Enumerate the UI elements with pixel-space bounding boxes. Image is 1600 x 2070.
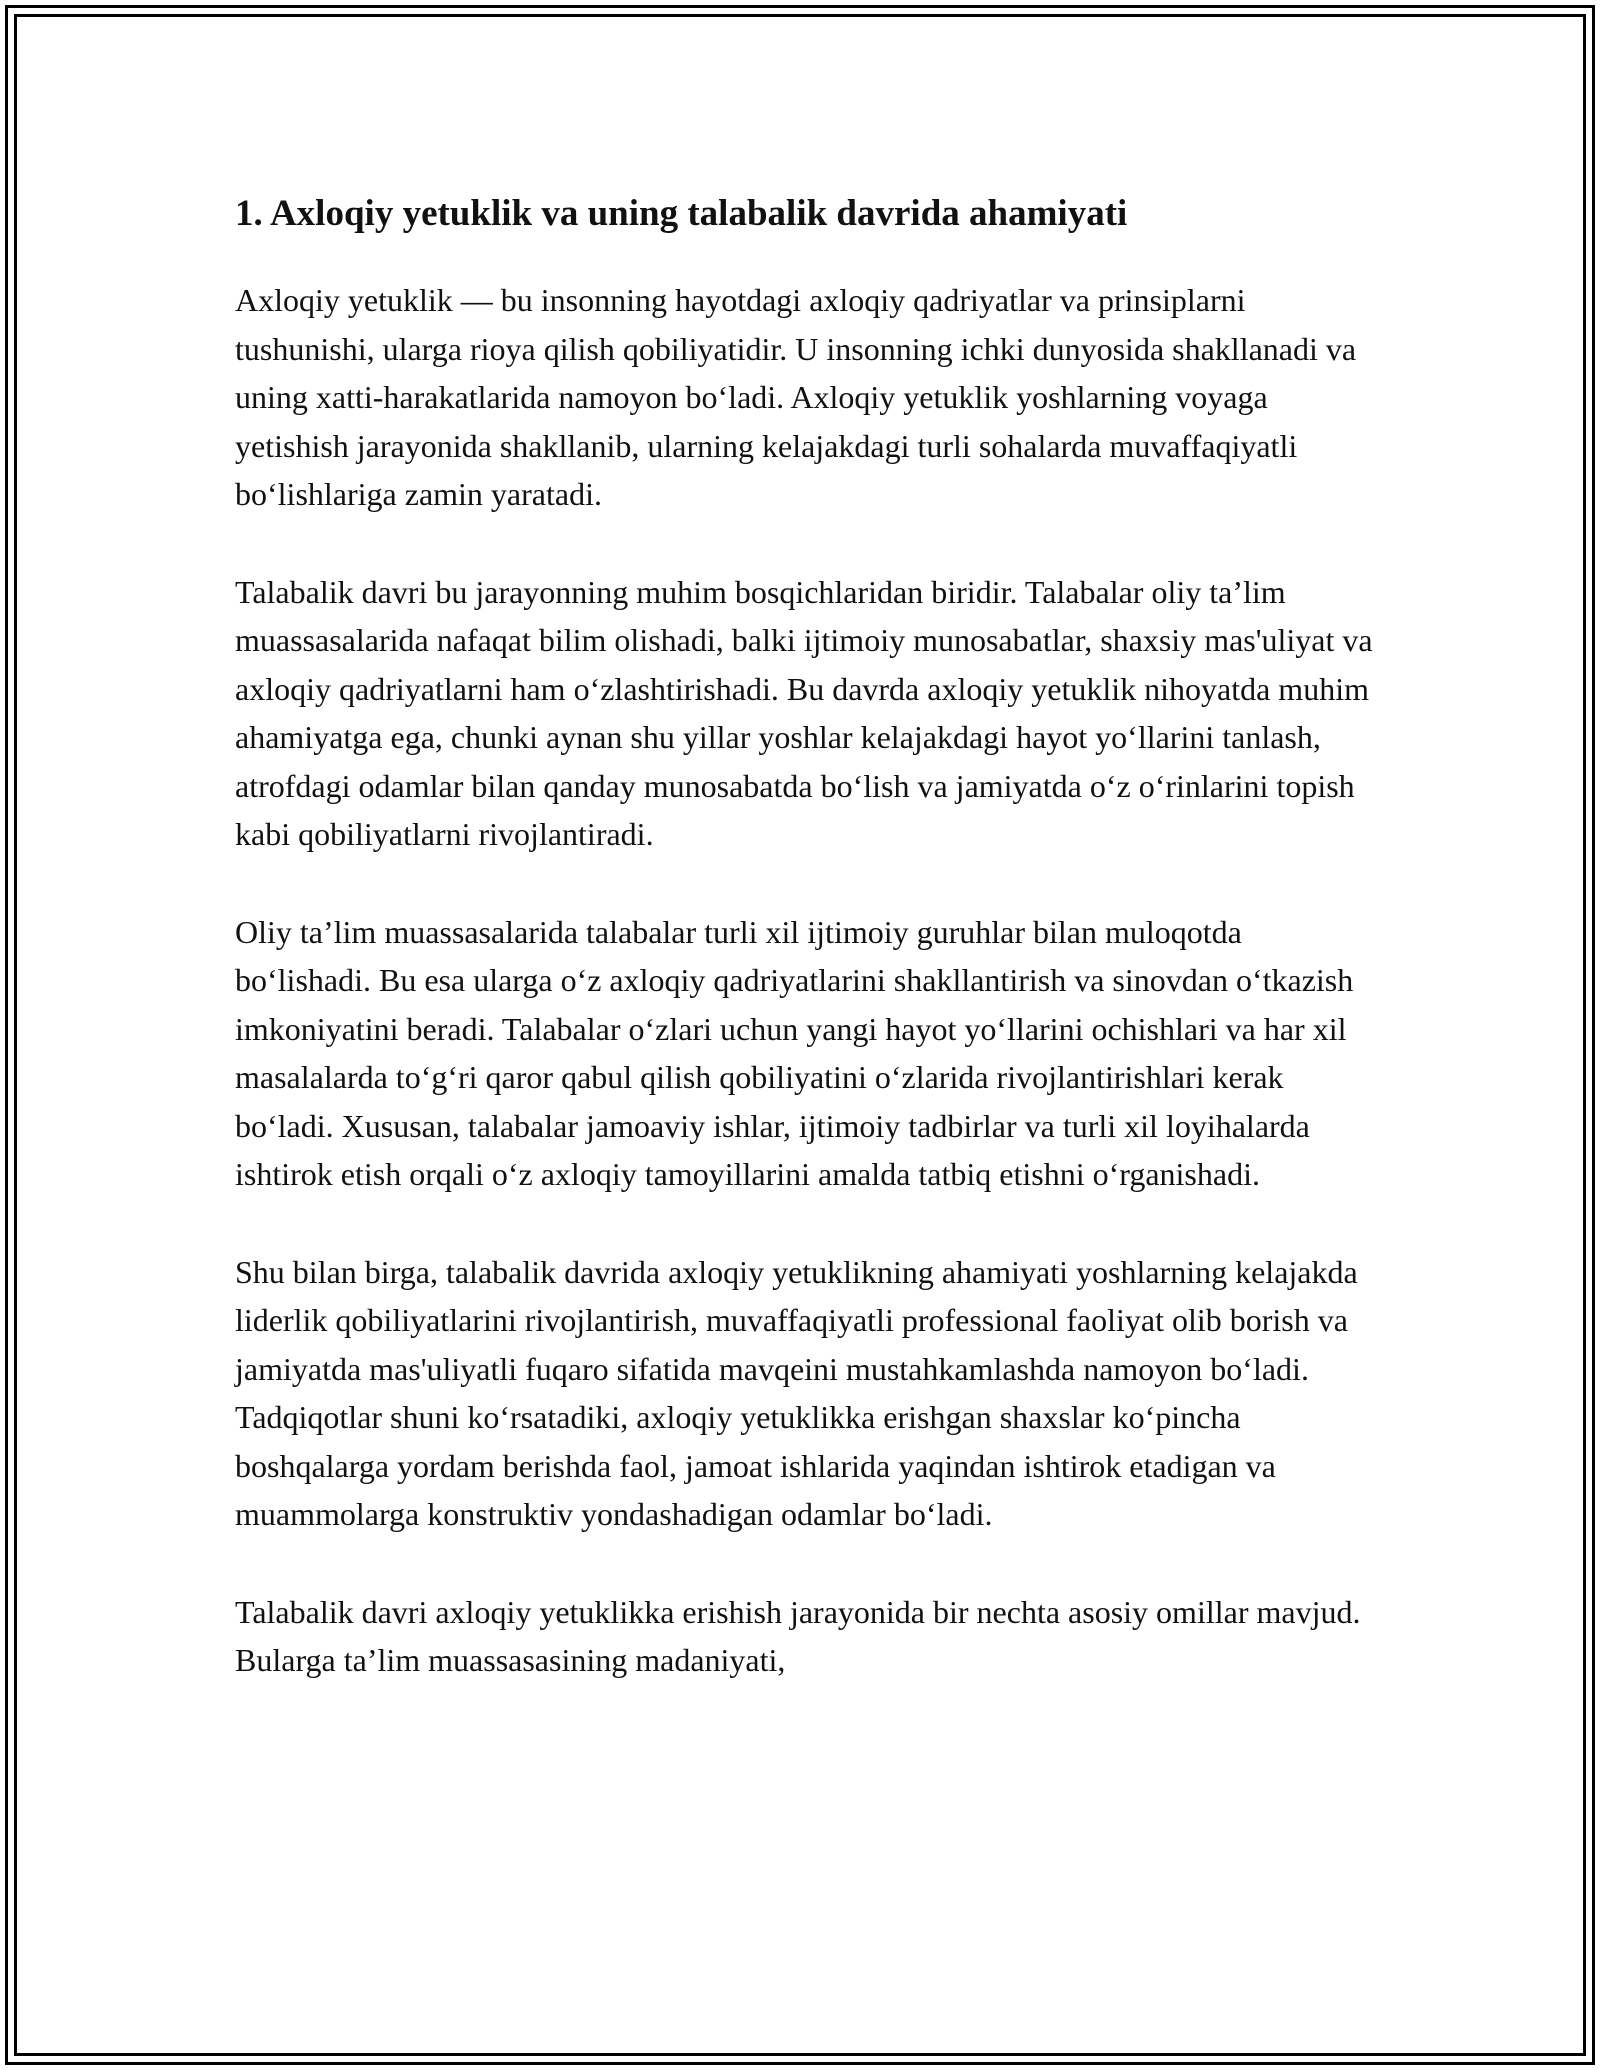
paragraph-4: Shu bilan birga, talabalik davrida axloqiy yetuklikning ahamiyati yoshlarning kelajakda liderlik qobiliyatlarini rivojlantirish, muvaffaqiyatli professional faoliyat olib borish va jamiyatda mas'uliyatli fuqaro sifatida mavqeini mustahkamlashda namoyon bo‘ladi. Tadqiqotlar shuni ko‘rsatadiki, axloqiy yetuklikka erishgan shaxslar ko‘pincha boshqalarga yordam berishda faol, jamoat ishlarida yaqindan ishtirok etadigan va muammolarga konstruktiv yondashadigan odamlar bo‘ladi. [235,1253,1358,1532]
section-heading: 1. Axloqiy yetuklik va uning talabalik davrida ahamiyati [235,193,1128,234]
paragraph-3: Oliy ta’lim muassasalarida talabalar turli xil ijtimoiy guruhlar bilan muloqotda bo‘lishadi. Bu esa ularga o‘z axloqiy qadriyatlarini shakllantirish va sinovdan o‘tkazish imkoniyatini beradi. Talabalar o‘zlari uchun yangi hayot yo‘llarini ochishlari va har xil masalalarda to‘g‘ri qaror qabul qilish qobiliyatini o‘zlarida rivojlantirishlari kerak bo‘ladi. Xususan, talabalar jamoaviy ishlar, ijtimoiy tadbirlar va turli xil loyihalarda ishtirok etish orqali o‘z axloqiy tamoyillarini amalda tatbiq etishni o‘rganishadi. [235,913,1354,1192]
paragraph-2: Talabalik davri bu jarayonning muhim bosqichlaridan biridir. Talabalar oliy ta’lim muassasalarida nafaqat bilim olishadi, balki ijtimoiy munosabatlar, shaxsiy mas'uliyat va axloqiy qadriyatlarni ham o‘zlashtirishadi. Bu davrda axloqiy yetuklik nihoyatda muhim ahamiyatga ega, chunki aynan shu yillar yoshlar kelajakdagi hayot yo‘llarini tanlash, atrofdagi odamlar bilan qanday munosabatda bo‘lish va jamiyatda o‘z o‘rinlarini topish kabi qobiliyatlarni rivojlantiradi. [235,573,1373,852]
paragraph-5: Talabalik davri axloqiy yetuklikka erishish jarayonida bir nechta asosiy omillar mavjud. Bularga ta’lim muassasasining madaniyati, [235,1593,1361,1678]
paragraph-1: Axloqiy yetuklik — bu insonning hayotdagi axloqiy qadriyatlar va prinsiplarni tushunishi, ularga rioya qilish qobiliyatidir. U insonning ichki dunyosida shakllanadi va uning xatti-harakatlarida namoyon bo‘ladi. Axloqiy yetuklik yoshlarning voyaga yetishish jarayonida shakllanib, ularning kelajakdagi turli sohalarda muvaffaqiyatli bo‘lishlariga zamin yaratadi. [235,282,1357,512]
document-body [235,186,1375,1734]
